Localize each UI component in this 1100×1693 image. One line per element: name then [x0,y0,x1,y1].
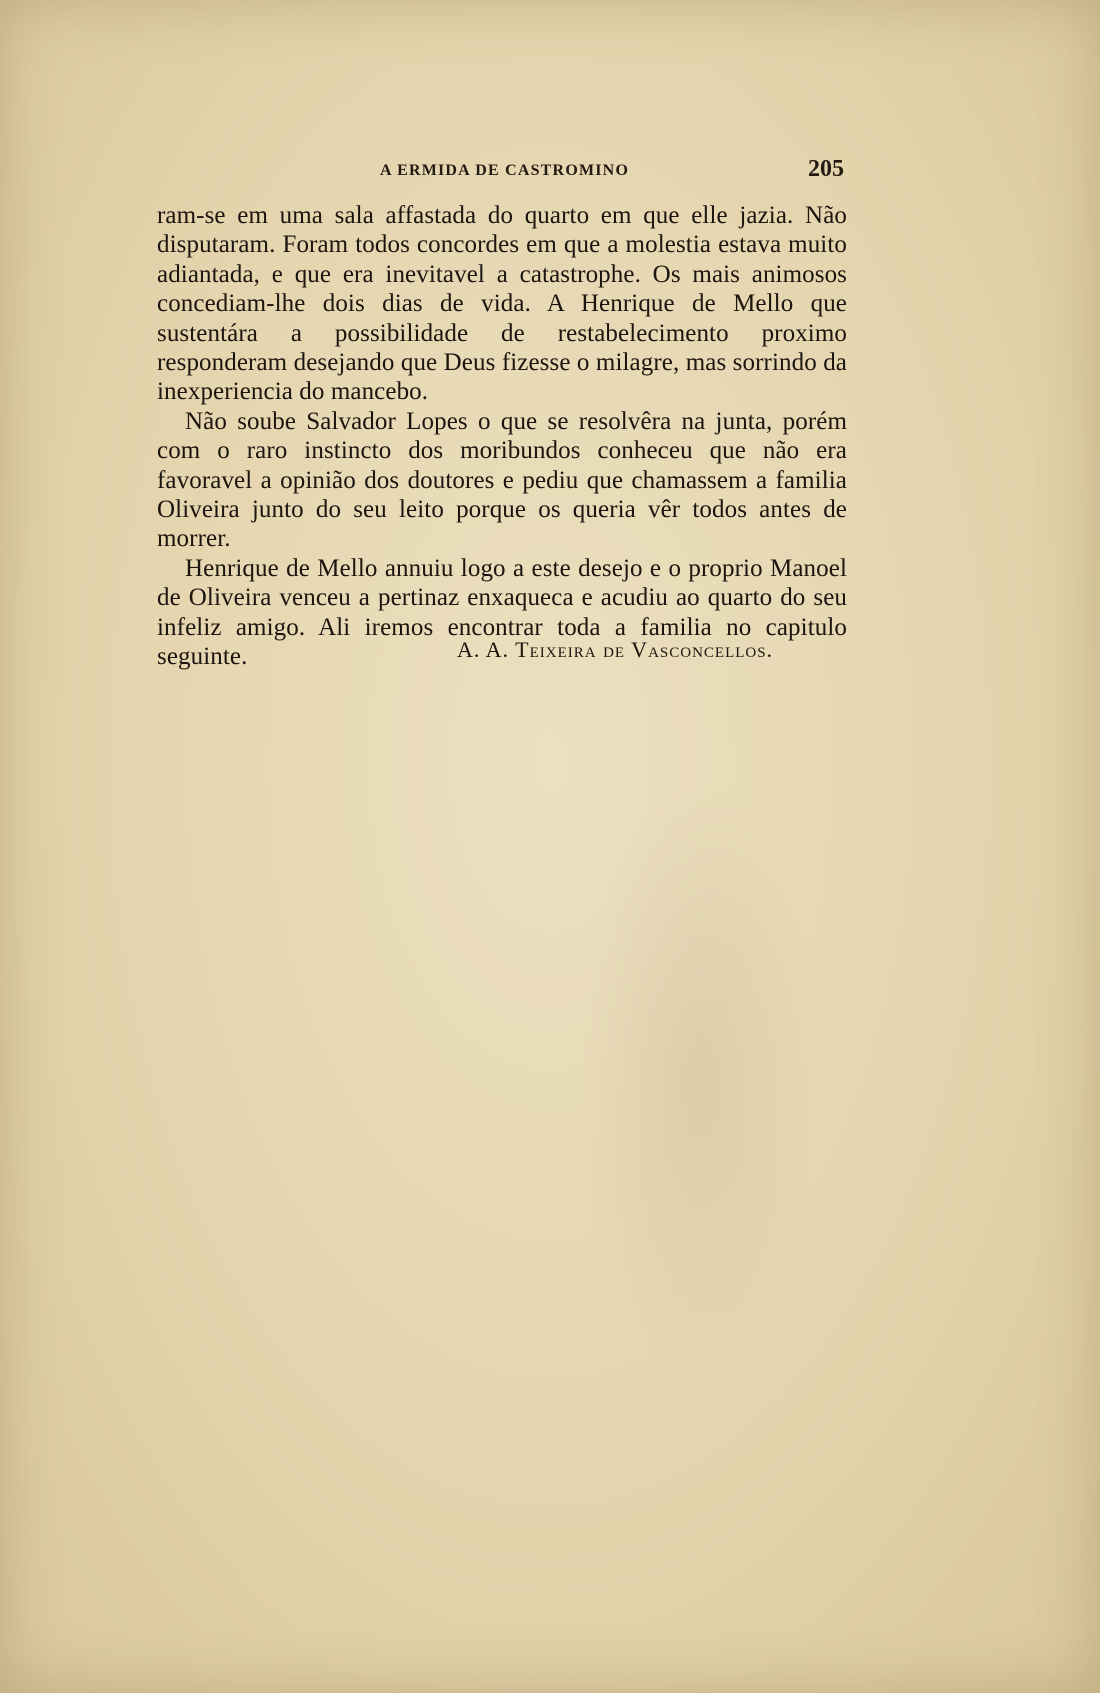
paragraph-3: Henrique de Mello annuiu logo a este desejo e o proprio Manoel de Oliveira venceu a pertinaz enxaqueca e acudiu ao quarto do seu infeliz amigo. Ali iremos encontrar toda a familia no capitulo seguinte. [157,554,847,671]
paragraph-2: Não soube Salvador Lopes o que se resolvêra na junta, porém com o raro instincto dos moribundos conheceu que não era favoravel a opinião dos doutores e pediu que chamassem a familia Oliveira junto do seu leito porque os queria vêr todos antes de morrer. [157,407,847,553]
author-signature: A. A. Teixeira de Vasconcellos. [457,637,774,662]
show-through-stain [580,780,820,1380]
page-number: 205 [808,156,844,182]
running-header [0,156,1100,190]
running-title: A ERMIDA DE CASTROMINO [380,162,630,179]
paragraph-1: ram-se em uma sala affastada do quarto em que elle jazia. Não disputaram. Foram todos concordes em que a molestia estava muito adiantada, e que era inevitavel a catastrophe. Os mais animosos concediam-lhe dois dias de vida. A Henrique de Mello que sustentára a possibilidade de restabelecimento proximo responderam desejando que Deus fizesse o milagre, mas sorrindo da inexperiencia do mancebo. [157,202,847,406]
body-text [157,201,847,672]
